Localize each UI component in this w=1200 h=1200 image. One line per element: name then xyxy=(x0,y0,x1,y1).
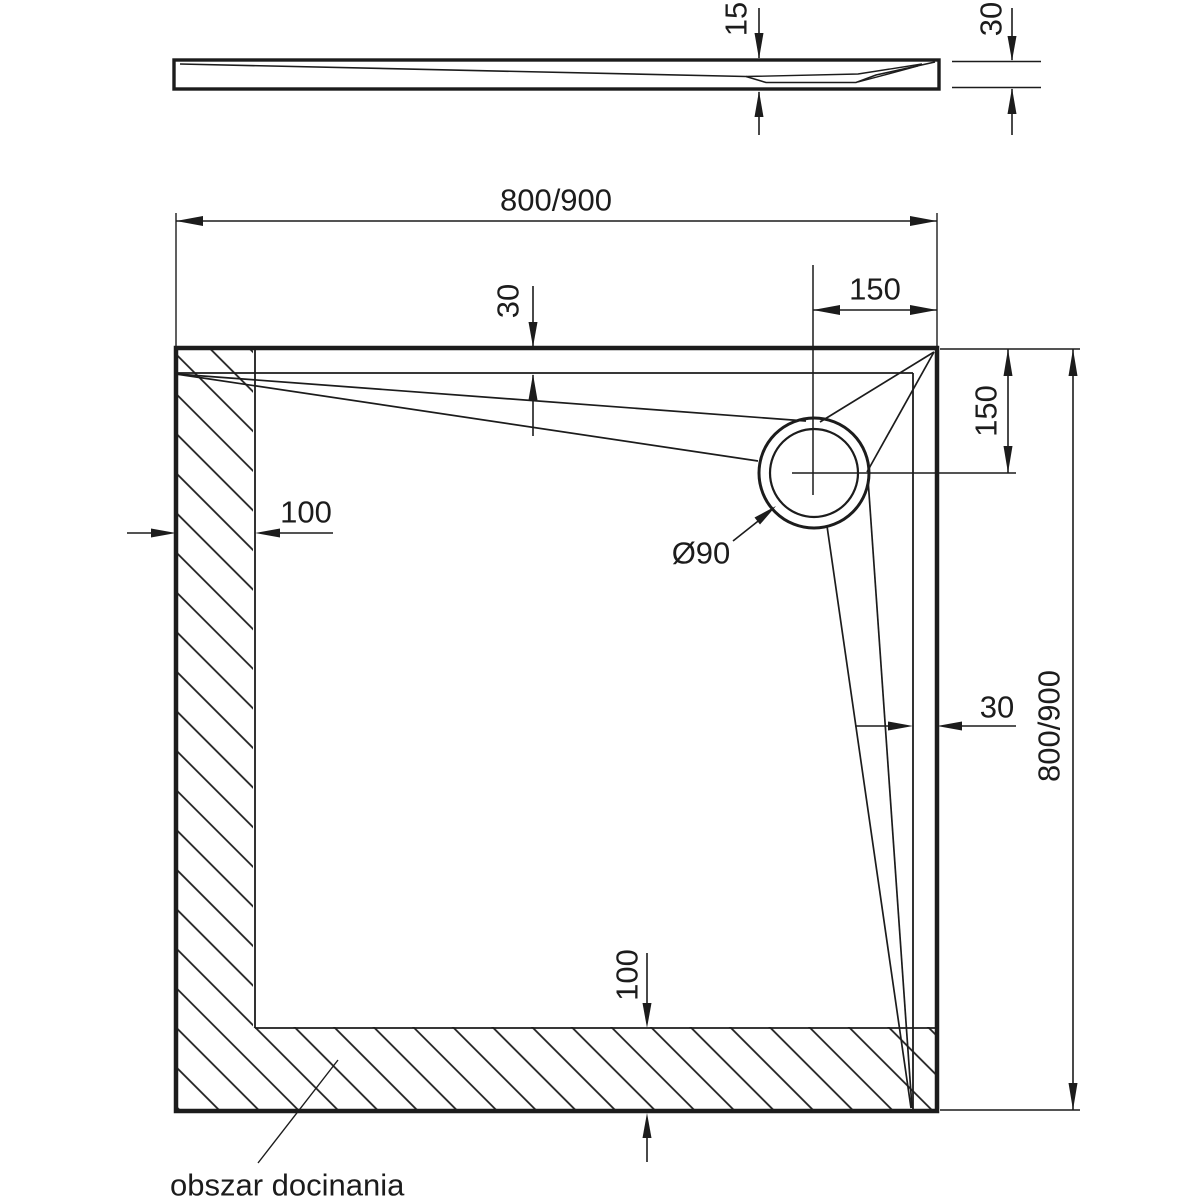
profile-floor-slope-line xyxy=(180,62,935,83)
arrowhead-left xyxy=(937,722,962,731)
trim-area-caption: obszar docinania xyxy=(170,1167,405,1200)
slope-line xyxy=(867,352,934,472)
slope-line xyxy=(868,479,912,1108)
arrowhead-down xyxy=(643,1003,652,1028)
arrowhead-up xyxy=(1069,349,1078,376)
arrowhead-up xyxy=(1004,349,1013,376)
plan-dim-width-top xyxy=(176,183,937,347)
profile-depth-label: 15 xyxy=(718,1,754,37)
slope-line xyxy=(176,374,758,461)
plan-rim-right-label: 30 xyxy=(979,689,1015,725)
arrowhead-right xyxy=(151,529,176,538)
slope-ridge-lines xyxy=(176,352,934,1108)
arrowhead-left xyxy=(813,305,840,315)
plan-drain-offset-x-label: 150 xyxy=(849,271,901,307)
plan-dim-drain-offset-y xyxy=(940,349,1080,473)
arrowhead-down xyxy=(755,33,764,59)
arrowhead-down xyxy=(1008,36,1017,61)
arrowhead-down xyxy=(1004,446,1013,473)
arrowhead-right xyxy=(888,722,913,731)
slope-line xyxy=(176,374,806,421)
arrowhead-up xyxy=(755,91,764,117)
plan-height-label: 800/900 xyxy=(1031,669,1067,783)
arrowhead-left xyxy=(176,216,203,226)
plan-trim-left-label: 100 xyxy=(280,494,332,530)
slope-line xyxy=(820,352,934,422)
arrowhead-up xyxy=(643,1113,652,1138)
arrowhead-right xyxy=(910,305,937,315)
drain-diameter-callout xyxy=(672,506,776,571)
slope-line xyxy=(827,526,911,1108)
plan-view xyxy=(127,183,1080,1200)
profile-slope-ridge-line xyxy=(858,66,918,82)
plan-dim-drain-offset-x xyxy=(813,272,937,316)
arrowhead-down xyxy=(529,322,538,347)
profile-height-label: 30 xyxy=(973,1,1009,37)
arrowhead-right xyxy=(910,216,937,226)
plan-tray-outline xyxy=(176,348,937,1111)
arrowhead-left xyxy=(255,529,280,538)
drain-diameter-label: Ø90 xyxy=(671,535,731,571)
arrowhead-down xyxy=(1069,1083,1078,1110)
plan-rim-top-label: 30 xyxy=(490,283,526,319)
profile-dim-30 xyxy=(952,2,1041,135)
profile-view xyxy=(174,2,1041,135)
plan-width-label: 800/900 xyxy=(499,182,613,218)
arrowhead-up xyxy=(529,374,538,400)
plan-trim-bottom-label: 100 xyxy=(609,949,645,1001)
plan-dim-rim-top xyxy=(491,284,538,436)
profile-dim-15 xyxy=(719,2,764,135)
trim-area-hatch xyxy=(178,350,935,1110)
arrowhead-up xyxy=(1008,88,1017,114)
plan-drain-offset-y-label: 150 xyxy=(968,385,1004,437)
